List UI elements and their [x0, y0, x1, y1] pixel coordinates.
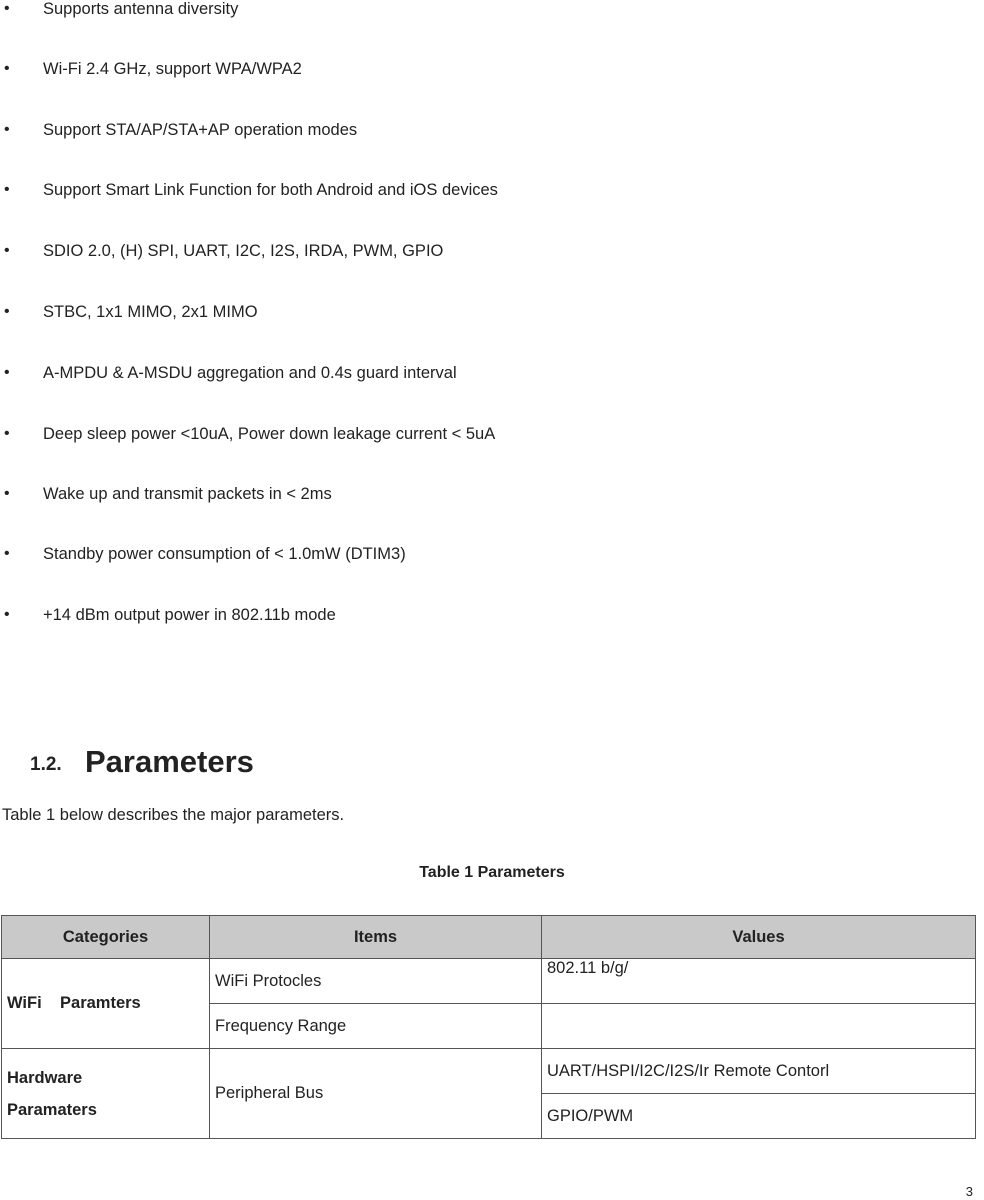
feature-text: Support Smart Link Function for both Android and iOS devices [43, 181, 498, 199]
category-line: Hardware [7, 1068, 83, 1087]
feature-text: Wi-Fi 2.4 GHz, support WPA/WPA2 [43, 60, 302, 78]
value-cell: GPIO/PWM [542, 1094, 976, 1139]
feature-text: Supports antenna diversity [43, 0, 239, 18]
intro-paragraph: Table 1 below describes the major parameters. [2, 806, 345, 824]
bullet-icon: • [4, 545, 10, 562]
table-caption: Table 1 Parameters [419, 864, 565, 881]
bullet-icon: • [4, 60, 10, 77]
feature-text: Deep sleep power <10uA, Power down leakage current < 5uA [43, 425, 496, 443]
bullet-icon: • [4, 303, 10, 320]
page-number: 3 [965, 1184, 973, 1199]
feature-text: Wake up and transmit packets in < 2ms [43, 485, 332, 503]
section-number: 1.2. [30, 754, 62, 775]
feature-text: Support STA/AP/STA+AP operation modes [43, 121, 358, 139]
bullet-icon: • [4, 181, 10, 198]
bullet-icon: • [4, 0, 10, 17]
feature-text: STBC, 1x1 MIMO, 2x1 MIMO [43, 303, 258, 321]
item-cell: Frequency Range [210, 1004, 542, 1049]
bullet-icon: • [4, 242, 10, 259]
bullet-icon: • [4, 364, 10, 381]
value-cell: UART/HSPI/I2C/I2S/Ir Remote Contorl [542, 1049, 976, 1094]
feature-text: Standby power consumption of < 1.0mW (DTIM3) [43, 545, 406, 563]
bullet-icon: • [4, 485, 10, 502]
item-cell: Peripheral Bus [210, 1049, 542, 1139]
bullet-icon: • [4, 425, 10, 442]
category-cell [2, 1049, 210, 1139]
header-categories: Categories [2, 916, 210, 959]
header-items: Items [210, 916, 542, 959]
category-cell: WiFi Paramters [2, 959, 210, 1049]
feature-text: SDIO 2.0, (H) SPI, UART, I2C, I2S, IRDA, PWM, GPIO [43, 242, 444, 260]
item-cell: WiFi Protocles [210, 959, 542, 1004]
feature-text: A-MPDU & A-MSDU aggregation and 0.4s guard interval [43, 364, 457, 382]
bullet-icon: • [4, 121, 10, 138]
value-cell: 802.11 b/g/ [542, 959, 976, 1004]
category-line: Paramaters [7, 1100, 97, 1119]
section-title: Parameters [85, 744, 254, 779]
bullet-icon: • [4, 606, 10, 623]
feature-text: +14 dBm output power in 802.11b mode [43, 606, 336, 624]
table-header-row [2, 916, 976, 959]
value-cell [542, 1004, 976, 1049]
table-row [2, 1049, 976, 1094]
parameters-table [1, 915, 976, 1139]
header-values: Values [542, 916, 976, 959]
table-row [2, 959, 976, 1004]
